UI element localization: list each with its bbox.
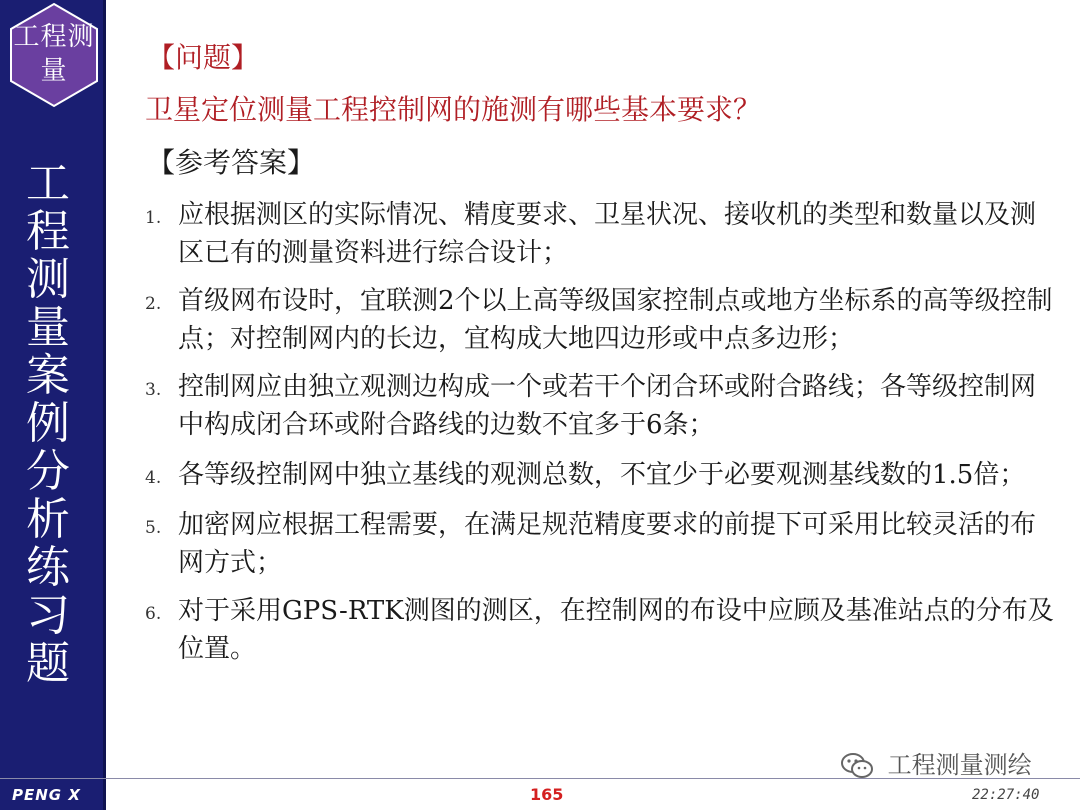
answer-heading: 【参考答案】 <box>147 146 316 179</box>
wechat-icon <box>840 752 874 780</box>
sidebar-edge <box>103 0 106 810</box>
time-label: 22:27:40 <box>972 787 1040 803</box>
question-text: 卫星定位测量工程控制网的施测有哪些基本要求？ <box>145 93 762 126</box>
badge-text: 工程测量 <box>13 22 95 86</box>
item-number: 3. <box>145 380 162 400</box>
author-label: PENG X <box>12 786 81 804</box>
item-text: 首级网布设时，宜联测2个以上高等级国家控制点或地方坐标系的高等级控制点；对控制网内的长边，宜构成大地四边形或中点多边形； <box>178 286 1053 354</box>
watermark-text: 工程测量测绘 <box>887 751 1032 779</box>
item-number: 6. <box>145 604 162 624</box>
sidebar <box>0 0 106 810</box>
item-text: 各等级控制网中独立基线的观测总数，不宜少于必要观测基线数的1.5倍； <box>178 460 1026 490</box>
item-text: 应根据测区的实际情况、精度要求、卫星状况、接收机的类型和数量以及测区已有的测量资料进行综合设计； <box>178 200 1037 268</box>
item-number: 1. <box>145 208 162 228</box>
item-number: 4. <box>145 468 162 488</box>
item-number: 5. <box>145 518 162 538</box>
item-number: 2. <box>145 294 162 314</box>
watermark <box>840 745 1032 780</box>
vertical-title: 工程测量案例分析练习题 <box>26 158 70 689</box>
item-text: 对于采用GPS-RTK测图的测区，在控制网的布设中应顾及基准站点的分布及位置。 <box>178 596 1054 664</box>
item-text: 加密网应根据工程需要，在满足规范精度要求的前提下可采用比较灵活的布网方式； <box>178 510 1037 578</box>
question-heading: 【问题】 <box>147 41 260 74</box>
page-number: 165 <box>530 785 564 804</box>
item-text: 控制网应由独立观测边构成一个或若干个闭合环或附合路线；各等级控制网中构成闭合环或附合路线的边数不宜多于6条； <box>178 372 1037 440</box>
